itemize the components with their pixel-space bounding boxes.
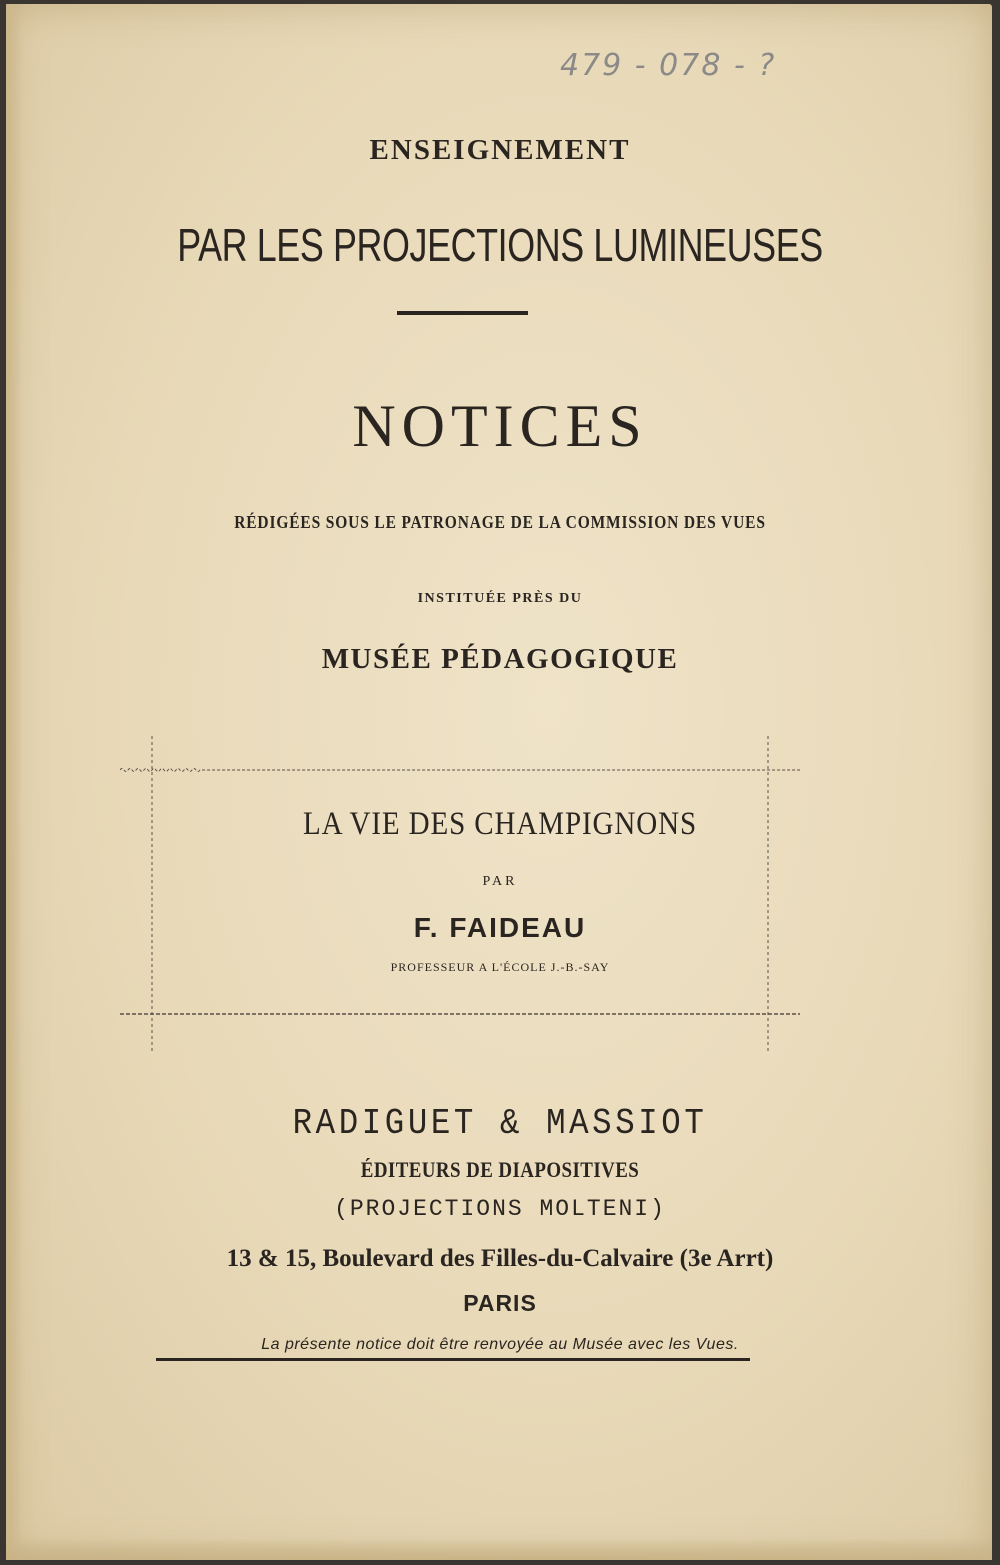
paper-edge-shadow bbox=[6, 4, 22, 1560]
notices-subtitle: RÉDIGÉES SOUS LE PATRONAGE DE LA COMMISSION DES VUES bbox=[234, 512, 766, 532]
notices-title: NOTICES bbox=[352, 393, 648, 459]
paper-bottom-shadow bbox=[6, 1538, 992, 1560]
return-notice: La présente notice doit être renvoyée au Musée avec les Vues. bbox=[261, 1336, 739, 1353]
header-line-1: ENSEIGNEMENT bbox=[369, 134, 631, 166]
work-title: LA VIE DES CHAMPIGNONS bbox=[303, 806, 697, 842]
publisher-address: 13 & 15, Boulevard des Filles-du-Calvaire (3e Arrt) bbox=[226, 1245, 774, 1272]
by-label: PAR bbox=[482, 874, 518, 889]
handwritten-catalog-number: 479 - 078 - ? bbox=[560, 48, 777, 83]
header-divider bbox=[397, 311, 528, 315]
header-line-2: PAR LES PROJECTIONS LUMINEUSES bbox=[177, 219, 823, 271]
title-frame bbox=[120, 736, 800, 1052]
ornamental-border bbox=[120, 736, 800, 1052]
publisher-city: PARIS bbox=[463, 1290, 537, 1316]
publisher-brand: (PROJECTIONS MOLTENI) bbox=[334, 1196, 666, 1222]
publisher-role: ÉDITEURS DE DIAPOSITIVES bbox=[360, 1157, 640, 1182]
author-title: PROFESSEUR A L'ÉCOLE J.-B.-SAY bbox=[390, 960, 610, 974]
instituted-label: INSTITUÉE PRÈS DU bbox=[417, 591, 583, 606]
return-notice-underline bbox=[156, 1358, 750, 1361]
author-name: F. FAIDEAU bbox=[413, 912, 587, 943]
publisher-name: RADIGUET & MASSIOT bbox=[292, 1103, 708, 1144]
museum-name: MUSÉE PÉDAGOGIQUE bbox=[321, 643, 679, 675]
